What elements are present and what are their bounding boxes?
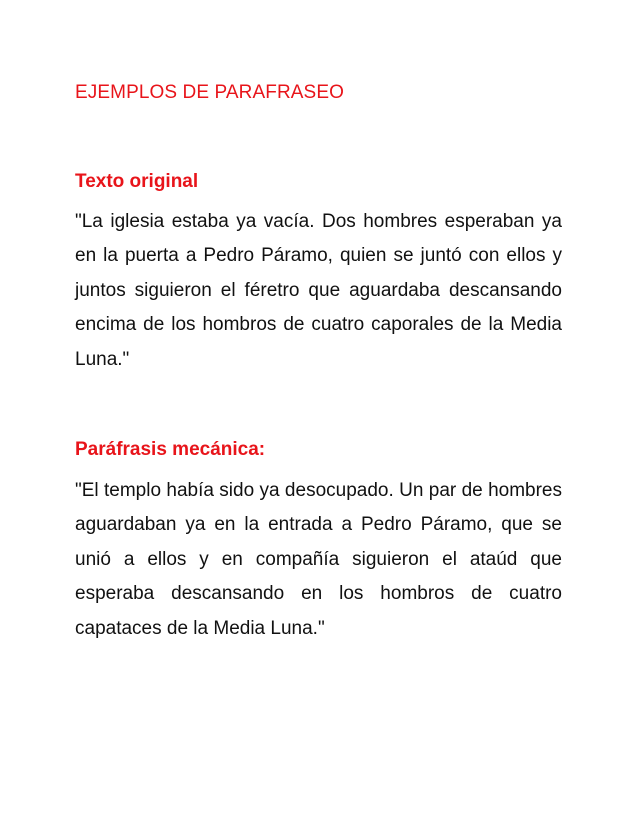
original-text-paragraph: "La iglesia estaba ya vacía. Dos hombres esperaban ya en la puerta a Pedro Páramo, quien se juntó con ellos y juntos siguieron el féretro que aguardaba descansando encima de los hombros de cuatro caporales de la Media Luna." <box>75 211 562 370</box>
paraphrase-text-paragraph: "El templo había sido ya desocupado. Un par de hombres aguardaban ya en la entrada a Pedro Páramo, que se unió a ellos y en compañía siguieron el ataúd que esperaba descansando en los hombros de cuatro capataces de la Media Luna." <box>75 480 562 639</box>
document-title: EJEMPLOS DE PARAFRASEO <box>75 82 344 103</box>
section-heading-original: Texto original <box>75 171 199 192</box>
section-heading-paraphrase: Paráfrasis mecánica: <box>75 439 266 460</box>
